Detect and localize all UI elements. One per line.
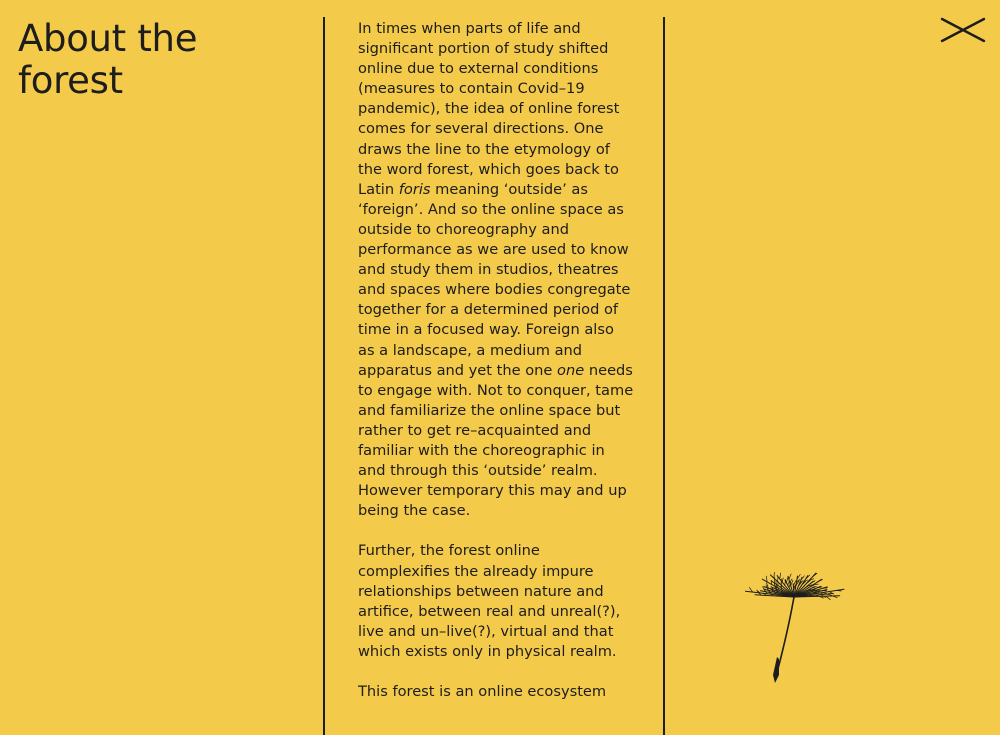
- close-icon: [940, 16, 986, 44]
- article-paragraph: [358, 19, 634, 521]
- text-run: This forest is an online ecosystem: [358, 683, 607, 701]
- article-paragraph: [358, 541, 634, 662]
- text-run: meaning ‘outside’ as ‘foreign’. And so the online space as outside to choreography and performance as we are used to know and study them in studios, theatres and spaces where bodies congregate together for a determined period of time in a focused way. Foreign also as a landscape, a medium and apparatus and yet the one: [358, 180, 631, 379]
- column-divider-left: [323, 17, 325, 735]
- article-text[interactable]: [358, 19, 634, 735]
- text-run: needs to engage with. Not to conquer, tame and familiarize the online space but rather to get re–acquainted and familiar with the choreographic in and through this ‘outside’ realm. However temporary this may and up being the case.: [358, 361, 634, 520]
- text-run: Further, the forest online complexifies the already impure relationships between nature and artifice, between real and unreal(?), live and un–live(?), virtual and that which exists only in physical realm.: [358, 542, 621, 660]
- close-button[interactable]: [940, 16, 986, 44]
- page-title: About the forest: [18, 17, 198, 102]
- text-run: In times when parts of life and significant portion of study shifted online due to external conditions (measures to contain Covid–19 pandemic), the idea of online forest comes for several directions. One draws the line to the etymology of the word forest, which goes back to Latin: [358, 20, 620, 198]
- dandelion-seed-icon: [745, 545, 855, 690]
- text-run-italic: foris: [398, 180, 431, 198]
- column-divider-right: [663, 17, 665, 735]
- dandelion-illustration: [745, 545, 855, 690]
- article-paragraph: [358, 682, 634, 702]
- text-run-italic: one: [557, 361, 585, 379]
